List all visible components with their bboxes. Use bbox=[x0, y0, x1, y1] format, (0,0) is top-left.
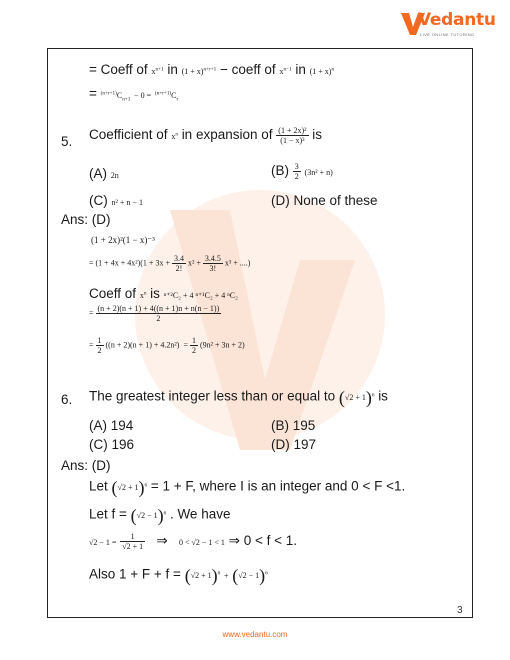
q6-answer: Ans: (D) bbox=[61, 458, 111, 473]
implies-icon: ⇒ bbox=[228, 533, 240, 549]
math-comb-1: $^{(n+r+1)}C_{n+1}$ bbox=[100, 90, 131, 103]
q6-option-a: (A) 194 bbox=[89, 418, 134, 433]
q5-option-b: (B) $\frac{3}{2}$ (3n² + n) bbox=[271, 162, 333, 181]
big-fraction-line: = $\frac{(n + 2)(n + 1) + 4((n + 1)n + n(n - 1))}{2}$ bbox=[89, 304, 220, 323]
math-x: $x^n$ bbox=[171, 131, 178, 142]
q6-option-b: (B) 195 bbox=[271, 418, 316, 433]
frac-half: $\frac{1}{2}$ bbox=[191, 336, 196, 355]
let-line-2: Let $f = (√2 - 1)^6$ . We have bbox=[89, 506, 231, 526]
math-binom: $(1 + x)^n$ bbox=[309, 66, 335, 76]
math-x: $x^{n-1}$ bbox=[279, 66, 292, 76]
also-line: Also $1 + F + f = (√2 + 1)^6 + (√2 - 1)^6$ bbox=[89, 566, 268, 586]
math-root-expr: $(√2 + 1)^6$ bbox=[111, 478, 148, 498]
logo-tagline: LIVE ONLINE TUTORING bbox=[420, 32, 475, 37]
text-fragment: in bbox=[295, 62, 306, 77]
text-fragment: in bbox=[167, 62, 178, 77]
q6-text: The greatest integer less than or equal to $(√2 + 1)^6$ is bbox=[89, 388, 388, 408]
frac-3-4-5: $\frac{3.4.5}{3!}$ bbox=[204, 254, 221, 273]
q6-option-d: (D) 197 bbox=[271, 437, 317, 452]
logo-wordmark: Vedantu bbox=[418, 10, 496, 30]
frac-3-2: $\frac{3}{2}$ bbox=[294, 162, 299, 181]
solution-line-2: = (1 + 4x + 4x²)(1 + 3x + $\frac{3.4}{2!}$ x² + $\frac{3.4.5}{3!}$ x³ + ....) bbox=[89, 254, 251, 273]
half-line: = $\frac{1}{2}$ ((n + 2)(n + 1) + 4.2n²) = $\frac{1}{2}$ (9n² + 3n + 2) bbox=[89, 336, 245, 355]
q5-answer: Ans: (D) bbox=[61, 212, 111, 227]
coeff-line: Coeff of $x^n$ is ⁿ⁺²C₂ + 4 ⁿ⁺¹C₂ + 4 ⁿC₂ bbox=[89, 286, 238, 301]
text-fragment: − 0 = bbox=[134, 91, 152, 100]
page-number: 3 bbox=[457, 605, 463, 616]
q5-option-c: (C) n² + n − 1 bbox=[89, 193, 143, 208]
text-fragment: = Coeff of bbox=[89, 62, 148, 77]
text-fragment: = bbox=[89, 86, 97, 101]
math-root-minus: $(√2 - 1)^6$ bbox=[232, 566, 268, 586]
q6-option-c: (C) 196 bbox=[89, 437, 135, 452]
solution-line-1: (1 + 2x)²(1 − x)⁻³ bbox=[91, 235, 155, 245]
q5-number: 5. bbox=[61, 134, 73, 149]
big-fraction: $\frac{(n + 2)(n + 1) + 4((n + 1)n + n(n - 1))}{2}$ bbox=[97, 304, 220, 323]
inequality-line: √2 − 1 = $\frac{1}{√2 + 1}$ ⇒ 0 < √2 − 1 < 1 ⇒ 0 < f < 1. bbox=[89, 532, 298, 551]
math-root-minus: $(√2 - 1)^6$ bbox=[130, 506, 167, 526]
math-binom: $(1 + x)^{n+r+1}$ bbox=[181, 66, 217, 76]
footer-link[interactable]: www.vedantu.com bbox=[222, 630, 288, 639]
eq-line-2 bbox=[89, 86, 178, 101]
frac-half: $\frac{1}{2}$ bbox=[97, 336, 102, 355]
q5-option-a: (A) 2n bbox=[89, 166, 119, 181]
math-x: $x^{n+1}$ bbox=[151, 66, 164, 76]
frac-one-over-root: $\frac{1}{√2 + 1}$ bbox=[122, 532, 144, 551]
math-comb-terms: ⁿ⁺²C₂ + 4 ⁿ⁺¹C₂ + 4 ⁿC₂ bbox=[163, 291, 238, 300]
math-x: $x^n$ bbox=[139, 290, 147, 300]
q5-fraction: $\frac{\text{(1 + 2x)²}}{\text{(1 − x)³}}$ bbox=[278, 126, 307, 145]
math-root-expr: $(√2 + 1)^6$ bbox=[184, 566, 221, 586]
q6-number: 6. bbox=[61, 392, 73, 407]
math-root-expr: $(√2 + 1)^6$ bbox=[338, 388, 375, 408]
math-comb-2: $^{(n+r+1)}C_r$ bbox=[154, 90, 179, 103]
implies-icon: ⇒ bbox=[156, 533, 168, 549]
eq-line-1 bbox=[89, 62, 334, 77]
q5-option-d: (D) None of these bbox=[271, 193, 378, 208]
text-fragment: − coeff of bbox=[220, 62, 276, 77]
frac-3-4: $\frac{3.4}{2!}$ bbox=[173, 254, 184, 273]
q5-text: Coefficient of $x^n$ in expansion of $\frac{\text{(1 + 2x)²}}{\text{(1 − x)³}}$ is bbox=[89, 126, 323, 145]
let-line-1: Let $(√2 + 1)^6 = 1 + F$, where I is an integer and 0 < F <1. bbox=[89, 478, 406, 498]
